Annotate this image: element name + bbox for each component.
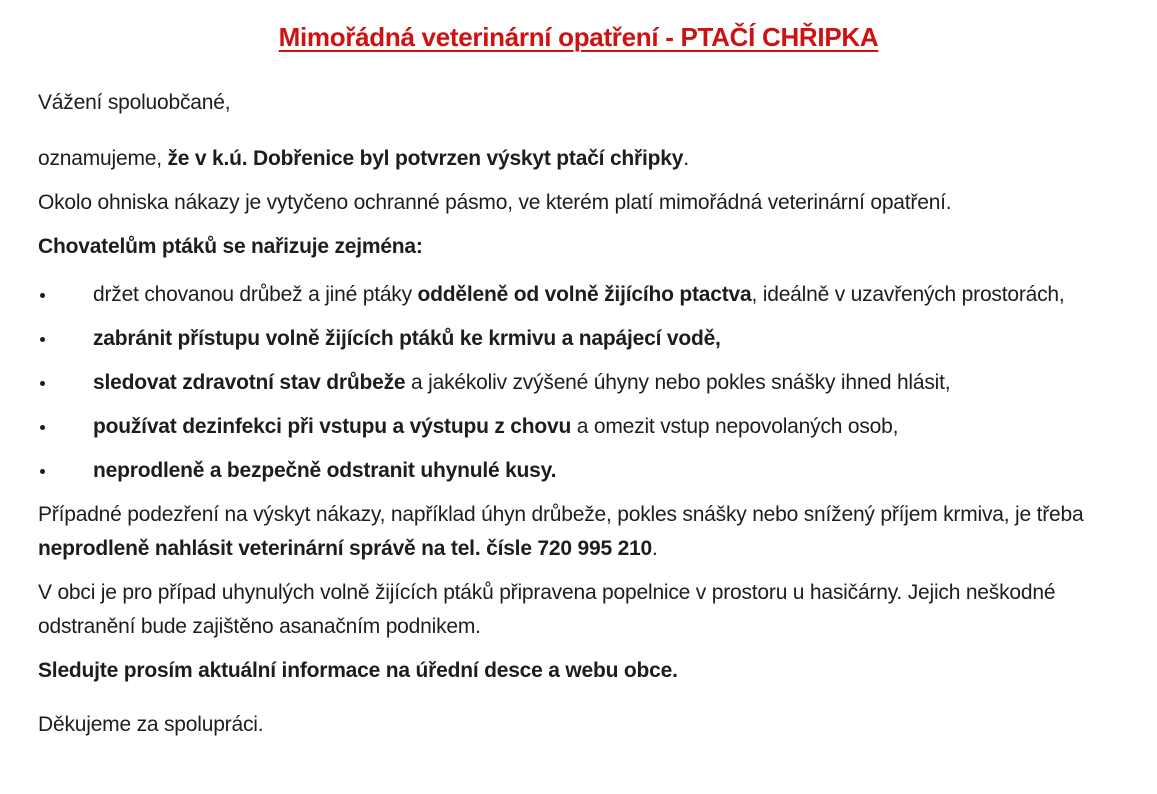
bullet-icon bbox=[40, 337, 45, 342]
list-item-monitor-health bbox=[38, 366, 1119, 400]
orders-bullet-list bbox=[38, 278, 1119, 488]
list-item-text: držet chovanou drůbež a jiné ptáky odděleně od volně žijícího ptactva, ideálně v uzavřených prostorách, bbox=[93, 283, 1065, 306]
bullet-icon bbox=[40, 293, 45, 298]
paragraph-orders-heading: Chovatelům ptáků se nařizuje zejména: bbox=[38, 235, 423, 258]
list-item-text: používat dezinfekci při vstupu a výstupu z chovu a omezit vstup nepovolaných osob, bbox=[93, 415, 899, 438]
list-item-text: neprodleně a bezpečně odstranit uhynulé kusy. bbox=[93, 459, 557, 482]
list-item-text: sledovat zdravotní stav drůbeže a jakékoliv zvýšené úhyny nebo pokles snášky ihned hlásit, bbox=[93, 371, 951, 394]
bullet-icon bbox=[40, 381, 45, 386]
bullet-icon bbox=[40, 425, 45, 430]
list-item-prevent-access bbox=[38, 322, 1119, 356]
paragraph-follow-updates: Sledujte prosím aktuální informace na úřední desce a webu obce. bbox=[38, 659, 678, 682]
list-item-separate-poultry bbox=[38, 278, 1119, 312]
paragraph-protection-zone: Okolo ohniska nákazy je vytyčeno ochranné pásmo, ve kterém platí mimořádná veterinární opatření. bbox=[38, 191, 952, 214]
paragraph-greeting: Vážení spoluobčané, bbox=[38, 91, 231, 114]
bullet-icon bbox=[40, 469, 45, 474]
list-item-remove-dead bbox=[38, 454, 1119, 488]
list-item-text: zabránit přístupu volně žijících ptáků ke krmivu a napájecí vodě, bbox=[93, 327, 721, 350]
list-item-disinfection bbox=[38, 410, 1119, 444]
paragraph-disposal-info: V obci je pro případ uhynulých volně žijících ptáků připravena popelnice v prostoru u hasičárny. Jejich neškodné odstranění bude zajištěno asanačním podnikem. bbox=[38, 581, 1056, 638]
paragraph-thanks: Děkujeme za spolupráci. bbox=[38, 713, 264, 736]
notice-title: Mimořádná veterinární opatření - PTAČÍ CHŘIPKA bbox=[278, 22, 879, 52]
paragraph-suspicion-report: Případné podezření na výskyt nákazy, například úhyn drůbeže, pokles snášky nebo snížený příjem krmiva, je třeba neprodleně nahlásit veterinární správě na tel. čísle 720 995 210. bbox=[38, 503, 1084, 560]
paragraph-announcement: oznamujeme, že v k.ú. Dobřenice byl potvrzen výskyt ptačí chřipky. bbox=[38, 147, 689, 170]
